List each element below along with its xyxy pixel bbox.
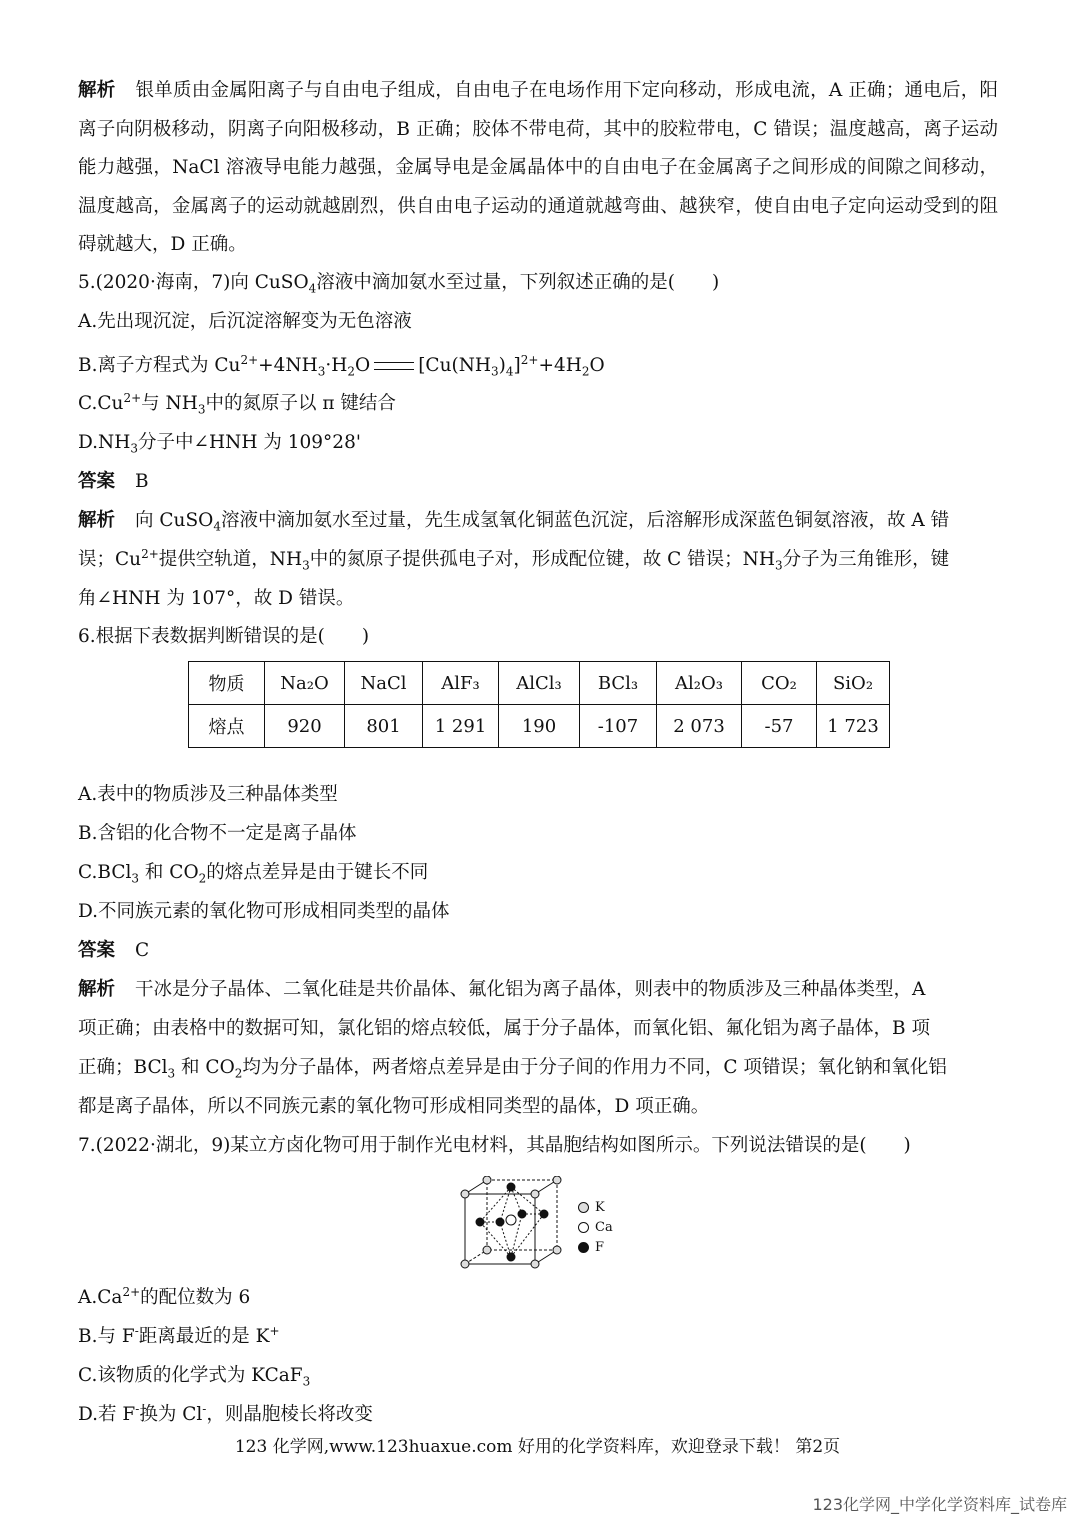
table-row bbox=[189, 705, 890, 748]
q5-option-a: A.先出现沉淀，后沉淀溶解变为无色溶液 bbox=[78, 311, 412, 332]
table-header-cell: 熔点 bbox=[189, 705, 265, 748]
q5-stem: 5.(2020·海南，7)向 CuSO$_4$溶液中滴加氨水至过量，下列叙述正确的是( ) bbox=[78, 272, 720, 296]
table-cell: 190 bbox=[499, 705, 580, 748]
table-cell: SiO₂ bbox=[817, 662, 890, 705]
f-atom bbox=[540, 1210, 548, 1218]
k-legend-icon bbox=[578, 1202, 589, 1213]
q5-analysis-line2: 误；$Cu^{2+}$提供空轨道，$NH_3$中的氮原子提供孤电子对，形成配位键，故 C 错误；$NH_3$分子为三角锥形，键 bbox=[78, 546, 950, 573]
q6-option-c: C.BCl$_3$ 和 $CO_2$的熔点差异是由于键长不同 bbox=[78, 862, 429, 886]
page-footer: 123 化学网,www.123huaxue.com 好用的化学资料库，欢迎登录下载！ 第2页 bbox=[234, 1437, 841, 1457]
q6-option-d: D.不同族元素的氧化物可形成相同类型的晶体 bbox=[78, 901, 450, 922]
q6-analysis-line1: 解析 干冰是分子晶体、二氧化硅是共价晶体、氟化铝为离子晶体，则表中的物质涉及三种晶体类型，A bbox=[78, 979, 926, 1000]
table-header-cell: 物质 bbox=[189, 662, 265, 705]
q7-option-b: B.与 F-距离最近的是 K+ bbox=[78, 1323, 280, 1347]
k-atom bbox=[483, 1176, 491, 1184]
q6-analysis-line4: 都是离子晶体，所以不同族元素的氧化物可形成相同类型的晶体，D 项正确。 bbox=[78, 1096, 710, 1117]
q5-option-d: $D.NH_3$分子中∠HNH 为 109°28' bbox=[78, 432, 361, 456]
q7-stem: 7.(2022·湖北，9)某立方卤化物可用于制作光电材料，其晶胞结构如图所示。下列说法错误的是( ) bbox=[78, 1135, 911, 1156]
equals-sign bbox=[374, 362, 414, 370]
ca-legend-icon bbox=[578, 1222, 589, 1233]
f-legend-icon bbox=[578, 1242, 589, 1253]
crystal-legend bbox=[578, 1198, 613, 1258]
k-atom bbox=[531, 1260, 539, 1268]
q5-option-c: $C.Cu^{2+}$与 $NH_3$中的氮原子以 π 键结合 bbox=[78, 390, 396, 417]
k-atom bbox=[531, 1190, 539, 1198]
legend-item-k: K bbox=[578, 1198, 613, 1218]
table-cell: NaCl bbox=[345, 662, 423, 705]
q5-analysis-line3: 角∠HNH 为 107°，故 D 错误。 bbox=[78, 588, 355, 609]
table-cell: AlCl₃ bbox=[499, 662, 580, 705]
f-atom bbox=[496, 1218, 504, 1226]
k-atom bbox=[553, 1246, 561, 1254]
table-cell: 2 073 bbox=[657, 705, 742, 748]
table-cell: 1 291 bbox=[423, 705, 499, 748]
table-cell: Na₂O bbox=[265, 662, 345, 705]
q7-option-c: C.该物质的化学式为 KCaF$_3$ bbox=[78, 1365, 311, 1389]
k-atom bbox=[483, 1246, 491, 1254]
f-atom bbox=[507, 1183, 515, 1191]
legend-item-ca: Ca bbox=[578, 1218, 613, 1238]
table-cell: -57 bbox=[742, 705, 817, 748]
k-atom bbox=[461, 1260, 469, 1268]
table-cell: 801 bbox=[345, 705, 423, 748]
table-cell: 920 bbox=[265, 705, 345, 748]
table-cell: BCl₃ bbox=[580, 662, 657, 705]
table-cell: AlF₃ bbox=[423, 662, 499, 705]
q5-option-b: B.离子方程式为 $Cu^{2+}+4NH_3\cdot H_2O$ $[Cu(NH_3)_4]^{2+}+4H_2O$ bbox=[78, 352, 605, 379]
f-atom bbox=[518, 1210, 526, 1218]
k-atom bbox=[553, 1176, 561, 1184]
f-atom bbox=[476, 1218, 484, 1226]
melting-point-table bbox=[188, 661, 890, 748]
table-cell: CO₂ bbox=[742, 662, 817, 705]
analysis-label: 解析 bbox=[78, 80, 116, 101]
q6-analysis-line2: 项正确；由表格中的数据可知，氯化铝的熔点较低，属于分子晶体，而氧化铝、氟化铝为离子晶体，B 项 bbox=[78, 1018, 930, 1039]
q6-answer: 答案 C bbox=[78, 940, 150, 961]
f-atom bbox=[507, 1253, 515, 1261]
table-cell: -107 bbox=[580, 705, 657, 748]
ca-atom bbox=[506, 1215, 516, 1225]
legend-item-f: F bbox=[578, 1238, 613, 1258]
q5-answer: 答案 B bbox=[78, 471, 149, 492]
q6-option-a: A.表中的物质涉及三种晶体类型 bbox=[78, 784, 338, 805]
q6-stem: 6.根据下表数据判断错误的是( ) bbox=[78, 626, 370, 647]
k-atom bbox=[461, 1190, 469, 1198]
q6-analysis-line3: 正确；BCl$_3$ 和 $CO_2$均为分子晶体，两者熔点差异是由于分子间的作用力不同，C 项错误；氧化钠和氧化铝 bbox=[78, 1057, 947, 1081]
crystal-cell-diagram bbox=[460, 1176, 565, 1271]
watermark: 123化学网_中学化学资料库_试卷库 bbox=[812, 1495, 1067, 1514]
q7-option-a: $A.Ca^{2+}$的配位数为 6 bbox=[78, 1284, 251, 1308]
q7-option-d: D.若 F-换为 Cl-，则晶胞棱长将改变 bbox=[78, 1401, 373, 1425]
table-cell: 1 723 bbox=[817, 705, 890, 748]
q6-option-b: B.含铝的化合物不一定是离子晶体 bbox=[78, 823, 357, 844]
table-cell: Al₂O₃ bbox=[657, 662, 742, 705]
table-row bbox=[189, 662, 890, 705]
q5-analysis-line1: 解析 向 CuSO$_4$溶液中滴加氨水至过量，先生成氢氧化铜蓝色沉淀，后溶解形成深蓝色铜氨溶液，故 A 错 bbox=[78, 510, 950, 534]
q4-analysis-text: 银单质由金属阳离子与自由电子组成，自由电子在电场作用下定向移动，形成电流，A 正确；通电后，阳离子向阴极移动，阴离子向阳极移动，B 正确；胶体不带电荷，其中的胶粒带电，C 错误；温度越高，离子运动能力越强，NaCl 溶液导电能力越强，金属导电是金属晶体中的自由电子在金属离子之间形成的间隙之间移动，温度越高，金属离子的运动就越剧烈，供自由电子运动的通道就越弯曲、越狭窄，使自由电子定向运动受到的阻碍就越大，D 正确。 bbox=[78, 80, 998, 255]
q4-analysis bbox=[78, 72, 998, 265]
